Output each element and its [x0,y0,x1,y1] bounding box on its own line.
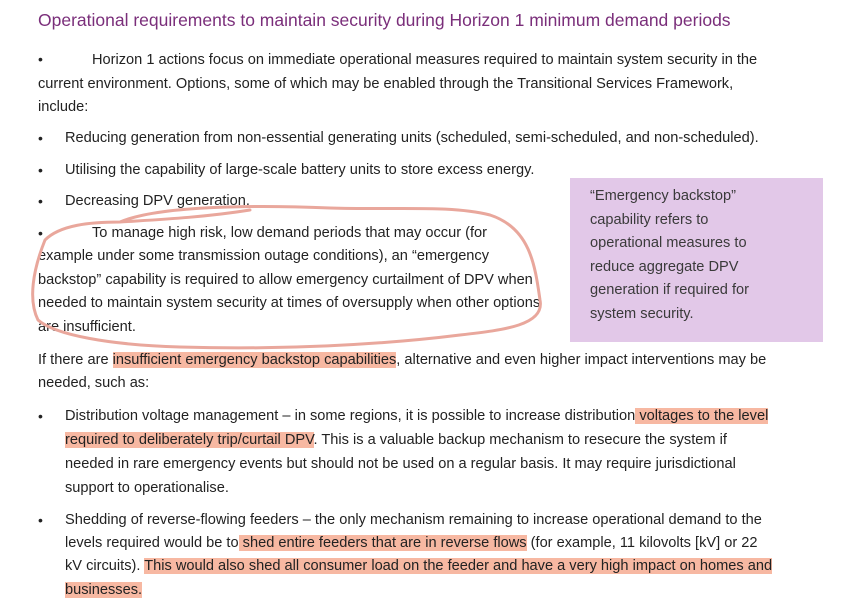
shedding-line-1: Shedding of reverse-flowing feeders – the only mechanism remaining to increase operational demand to the [65,512,762,528]
shedding-text: levels required would be to [65,535,239,551]
bullet: • [38,162,43,178]
voltage-line-3: needed in rare emergency events but should not be used on a regular basis. It may require jurisdictional [65,456,736,472]
intro-line-2: current environment. Options, some of which may be enabled through the Transitional Services Framework, [38,76,734,92]
insufficient-line-2: needed, such as: [38,375,150,391]
insufficient-line-1 [38,349,766,373]
intro-line-3: include: [38,99,89,115]
option-item-2: Utilising the capability of large-scale battery units to store excess energy. [65,162,535,178]
shedding-line-4 [65,579,142,603]
bullet: • [38,51,43,67]
option-item-1: Reducing generation from non-essential generating units (scheduled, semi-scheduled, and non-scheduled). [65,130,759,146]
definition-callout [570,178,823,342]
shedding-line-2 [65,532,758,556]
voltage-line-4: support to operationalise. [65,480,229,496]
option-item-3: Decreasing DPV generation. [65,193,250,209]
callout-line-6: system security. [590,305,694,322]
emergency-line-3: backstop” capability is required to allow emergency curtailment of DPV when [38,272,533,288]
bullet: • [38,193,43,209]
emergency-line-4: needed to maintain system security at times of oversupply when other options [38,295,541,311]
insufficient-pre: If there are [38,352,113,368]
highlighted-text: businesses. [65,582,143,598]
emergency-line-5: are insufficient. [38,319,136,335]
voltage-line-1 [65,405,768,429]
callout-line-1: “Emergency backstop” [590,188,736,204]
bullet: • [38,408,43,424]
voltage-text: . This is a valuable backup mechanism to resecure the system if [313,432,727,448]
voltage-text: Distribution voltage management – in some regions, it is possible to increase distribution [65,408,636,424]
callout-line-4: reduce aggregate DPV [590,258,739,275]
callout-line-3: operational measures to [590,235,747,252]
shedding-text: (for example, 11 kilovolts [kV] or 22 [526,535,758,551]
insufficient-post: , alternative and even higher impact interventions may be [396,352,767,368]
highlighted-text: voltages to the level [635,408,769,424]
section-heading: Operational requirements to maintain security during Horizon 1 minimum demand periods [38,10,731,30]
shedding-text: kV circuits). [65,558,145,574]
highlighted-text: required to deliberately trip/curtail DPV [65,432,314,448]
callout-line-2: capability refers to [590,211,709,228]
intro-line-1: Horizon 1 actions focus on immediate operational measures required to maintain system security in the [92,52,758,68]
voltage-line-2 [65,429,727,453]
highlighted-text: insufficient emergency backstop capabilities [112,352,397,368]
highlighted-text: shed entire feeders that are in reverse flows [238,535,527,551]
bullet: • [38,130,43,146]
bullet: • [38,512,43,528]
shedding-line-3 [65,555,772,579]
emergency-line-1: To manage high risk, low demand periods that may occur (for [92,225,488,241]
highlighted-text: This would also shed all consumer load on the feeder and have a very high impact on homes and [144,558,773,574]
bullet: • [38,225,43,241]
emergency-line-2: example under some transmission outage conditions), an “emergency [38,248,490,264]
callout-line-5: generation if required for [590,282,750,299]
